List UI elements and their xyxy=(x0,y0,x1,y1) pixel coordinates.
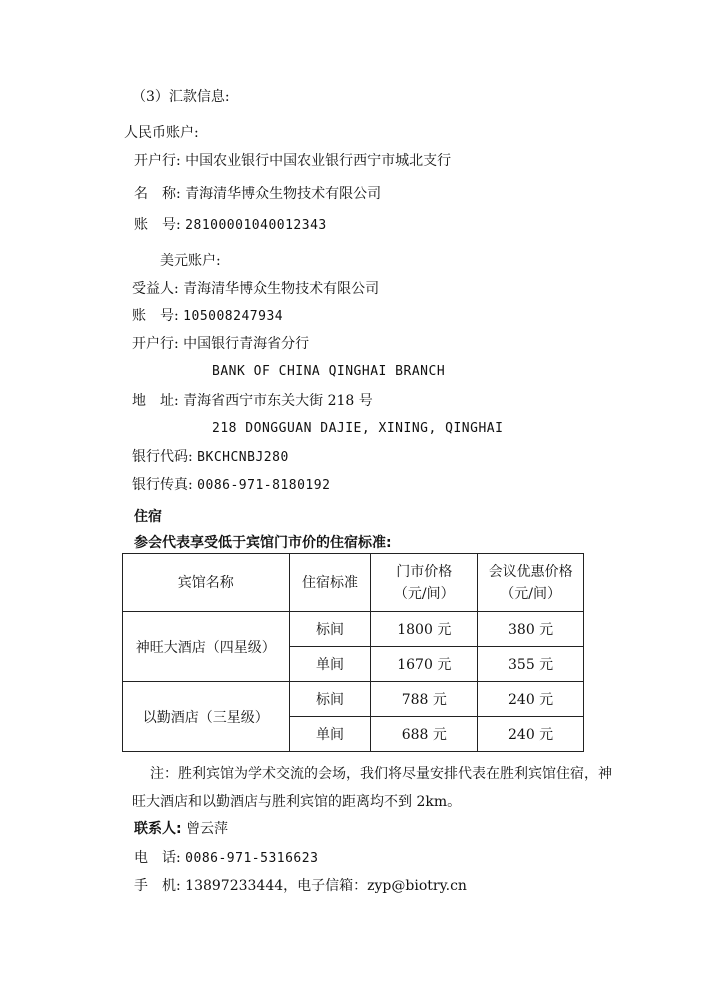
rmb-account-label: 账 号: xyxy=(134,217,181,233)
col-hotel-name: 宾馆名称 xyxy=(123,554,290,612)
usd-swift-row xyxy=(132,448,289,467)
rmb-bank-label: 开户行: xyxy=(134,153,181,169)
conf-price-cell: 380 元 xyxy=(478,612,584,647)
list-price-cell: 788 元 xyxy=(371,682,478,717)
usd-beneficiary-value: 青海清华博众生物技术有限公司 xyxy=(183,281,380,297)
col-conf-price-unit: （元/间） xyxy=(500,585,561,602)
list-price-cell: 688 元 xyxy=(371,717,478,752)
rmb-account-title: 人民币账户: xyxy=(124,125,199,141)
lodging-note-line1: 注：胜利宾馆为学术交流的会场，我们将尽量安排代表在胜利宾馆住宿，神 xyxy=(150,766,612,782)
col-list-price-label: 门市价格 xyxy=(396,563,453,580)
hotel-name-cell: 以勤酒店（三星级） xyxy=(123,682,290,752)
usd-bank-row xyxy=(132,335,309,353)
col-conf-price-label: 会议优惠价格 xyxy=(488,563,573,580)
conf-price-cell: 355 元 xyxy=(478,647,584,682)
rmb-bank-row xyxy=(134,152,451,170)
rmb-name-row xyxy=(134,185,381,203)
contact-person-row xyxy=(134,820,228,838)
col-list-price xyxy=(371,554,478,612)
rmb-bank-value: 中国农业银行中国农业银行西宁市城北支行 xyxy=(185,153,452,169)
usd-account-title: 美元账户: xyxy=(160,253,221,269)
usd-beneficiary-label: 受益人: xyxy=(132,281,179,297)
usd-fax-row xyxy=(132,476,330,495)
list-price-cell: 1800 元 xyxy=(371,612,478,647)
lodging-subheading: 参会代表享受低于宾馆门市价的住宿标准: xyxy=(134,535,392,551)
contact-person-label: 联系人: xyxy=(134,821,182,837)
usd-account-label: 账 号: xyxy=(132,308,179,324)
room-type-cell: 标间 xyxy=(289,682,371,717)
contact-phone-value: 0086-971-5316623 xyxy=(185,851,319,866)
room-type-cell: 单间 xyxy=(289,717,371,752)
room-type-cell: 标间 xyxy=(289,612,371,647)
usd-bank-english: BANK OF CHINA QINGHAI BRANCH xyxy=(212,364,446,379)
col-room-type: 住宿标准 xyxy=(289,554,371,612)
contact-mobile-value: 13897233444，电子信箱：zyp@biotry.cn xyxy=(185,878,467,894)
usd-beneficiary-row xyxy=(132,280,379,298)
remit-title: （3）汇款信息: xyxy=(132,89,230,105)
lodging-note-line2: 旺大酒店和以勤酒店与胜利宾馆的距离均不到 2km。 xyxy=(132,794,462,810)
rmb-name-value: 青海清华博众生物技术有限公司 xyxy=(185,186,382,202)
usd-address-english: 218 DONGGUAN DAJIE, XINING, QINGHAI xyxy=(212,421,504,436)
usd-swift-label: 银行代码: xyxy=(132,449,193,465)
usd-account-value: 105008247934 xyxy=(183,309,284,324)
rmb-name-label: 名 称: xyxy=(134,186,181,202)
usd-address-value: 青海省西宁市东关大街 218 号 xyxy=(183,393,373,409)
table-row xyxy=(123,682,584,717)
usd-bank-label: 开户行: xyxy=(132,336,179,352)
table-row xyxy=(123,612,584,647)
usd-account-row xyxy=(132,307,283,326)
conf-price-cell: 240 元 xyxy=(478,717,584,752)
contact-person-value: 曾云萍 xyxy=(186,821,229,837)
col-conf-price xyxy=(478,554,584,612)
usd-fax-value: 0086-971-8180192 xyxy=(197,478,331,493)
table-header-row xyxy=(123,554,584,612)
usd-bank-value: 中国银行青海省分行 xyxy=(183,336,310,352)
usd-swift-value: BKCHCNBJ280 xyxy=(197,450,289,465)
col-list-price-unit: （元/间） xyxy=(393,585,455,602)
list-price-cell: 1670 元 xyxy=(371,647,478,682)
conf-price-cell: 240 元 xyxy=(478,682,584,717)
usd-address-label: 地 址: xyxy=(132,393,179,409)
room-type-cell: 单间 xyxy=(289,647,371,682)
usd-fax-label: 银行传真: xyxy=(132,477,193,493)
lodging-heading: 住宿 xyxy=(134,509,162,525)
rmb-account-value: 28100001040012343 xyxy=(185,218,327,233)
contact-mobile-label: 手 机: xyxy=(134,878,181,894)
usd-address-row xyxy=(132,392,373,410)
hotel-price-table xyxy=(122,553,584,752)
rmb-account-row xyxy=(134,216,327,235)
hotel-name-cell: 神旺大酒店（四星级） xyxy=(123,612,290,682)
contact-phone-row xyxy=(134,849,318,868)
contact-mobile-row xyxy=(134,877,467,895)
contact-phone-label: 电 话: xyxy=(134,850,181,866)
